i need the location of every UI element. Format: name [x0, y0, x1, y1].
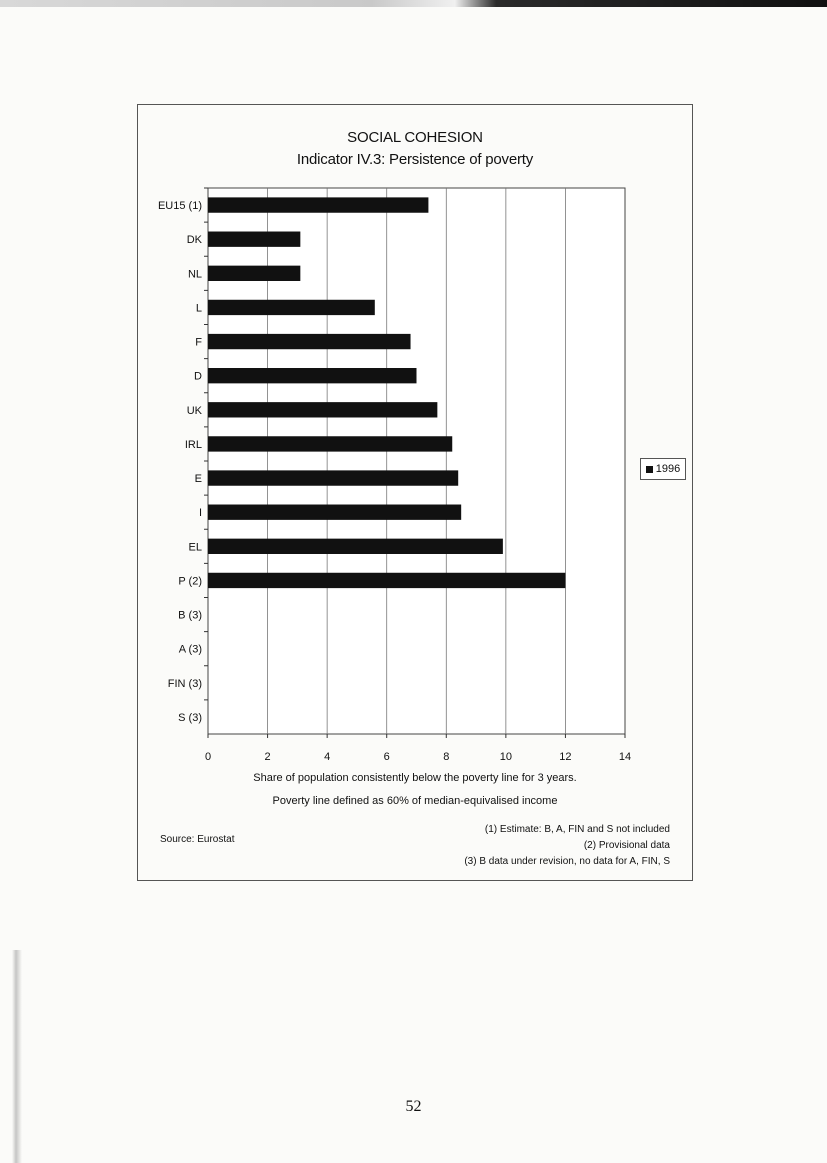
bar: [208, 539, 503, 554]
x-tick-label: 12: [559, 751, 572, 763]
bar: [208, 470, 458, 485]
category-label: P (2): [178, 575, 202, 588]
category-label: E: [194, 473, 202, 486]
bar: [208, 368, 417, 383]
x-axis-label-note: Poverty line defined as 60% of median-equivalised income: [272, 795, 558, 807]
x-tick-label: 14: [618, 751, 632, 763]
source-note: Source: Eurostat: [160, 834, 235, 845]
category-label: B (3): [178, 609, 202, 622]
legend: [640, 458, 686, 480]
bar: [208, 436, 452, 451]
category-label: D: [194, 370, 202, 383]
legend-label: 1996: [655, 463, 681, 475]
category-label: IRL: [184, 438, 202, 451]
bar: [208, 232, 300, 247]
x-axis-label: Share of population consistently below the poverty line for 3 years.: [253, 772, 577, 784]
chart-subtitle: Indicator IV.3: Persistence of poverty: [296, 151, 534, 168]
chart-title: SOCIAL COHESION: [347, 129, 483, 146]
footnote-3: (3) B data under revision, no data for A, FIN, S: [464, 856, 670, 867]
category-label: F: [195, 336, 202, 349]
bar: [208, 197, 428, 212]
category-label: FIN (3): [167, 677, 202, 690]
category-label: NL: [187, 268, 202, 281]
x-tick-label: 10: [499, 751, 512, 763]
category-label: A (3): [178, 643, 202, 656]
bar: [208, 334, 411, 349]
x-tick-label: 6: [383, 751, 390, 763]
bar: [208, 266, 300, 281]
x-tick-label: 2: [264, 751, 271, 763]
category-label: EL: [188, 541, 202, 554]
footnote-2: (2) Provisional data: [583, 840, 670, 851]
category-label: S (3): [178, 711, 202, 724]
category-label: EU15 (1): [157, 200, 202, 213]
category-label: L: [195, 302, 202, 315]
footnote-1: (1) Estimate: B, A, FIN and S not included: [484, 824, 670, 835]
x-tick-label: 4: [324, 751, 331, 763]
category-label: I: [198, 507, 202, 520]
bar: [208, 573, 565, 588]
bar: [208, 505, 461, 520]
x-tick-label: 8: [443, 751, 450, 763]
x-tick-label: 0: [204, 751, 212, 763]
bar: [208, 402, 437, 417]
legend-swatch: [646, 466, 653, 473]
category-label: DK: [186, 234, 202, 247]
bar: [208, 300, 375, 315]
page-number: 52: [405, 1098, 422, 1115]
category-label: UK: [186, 404, 202, 417]
